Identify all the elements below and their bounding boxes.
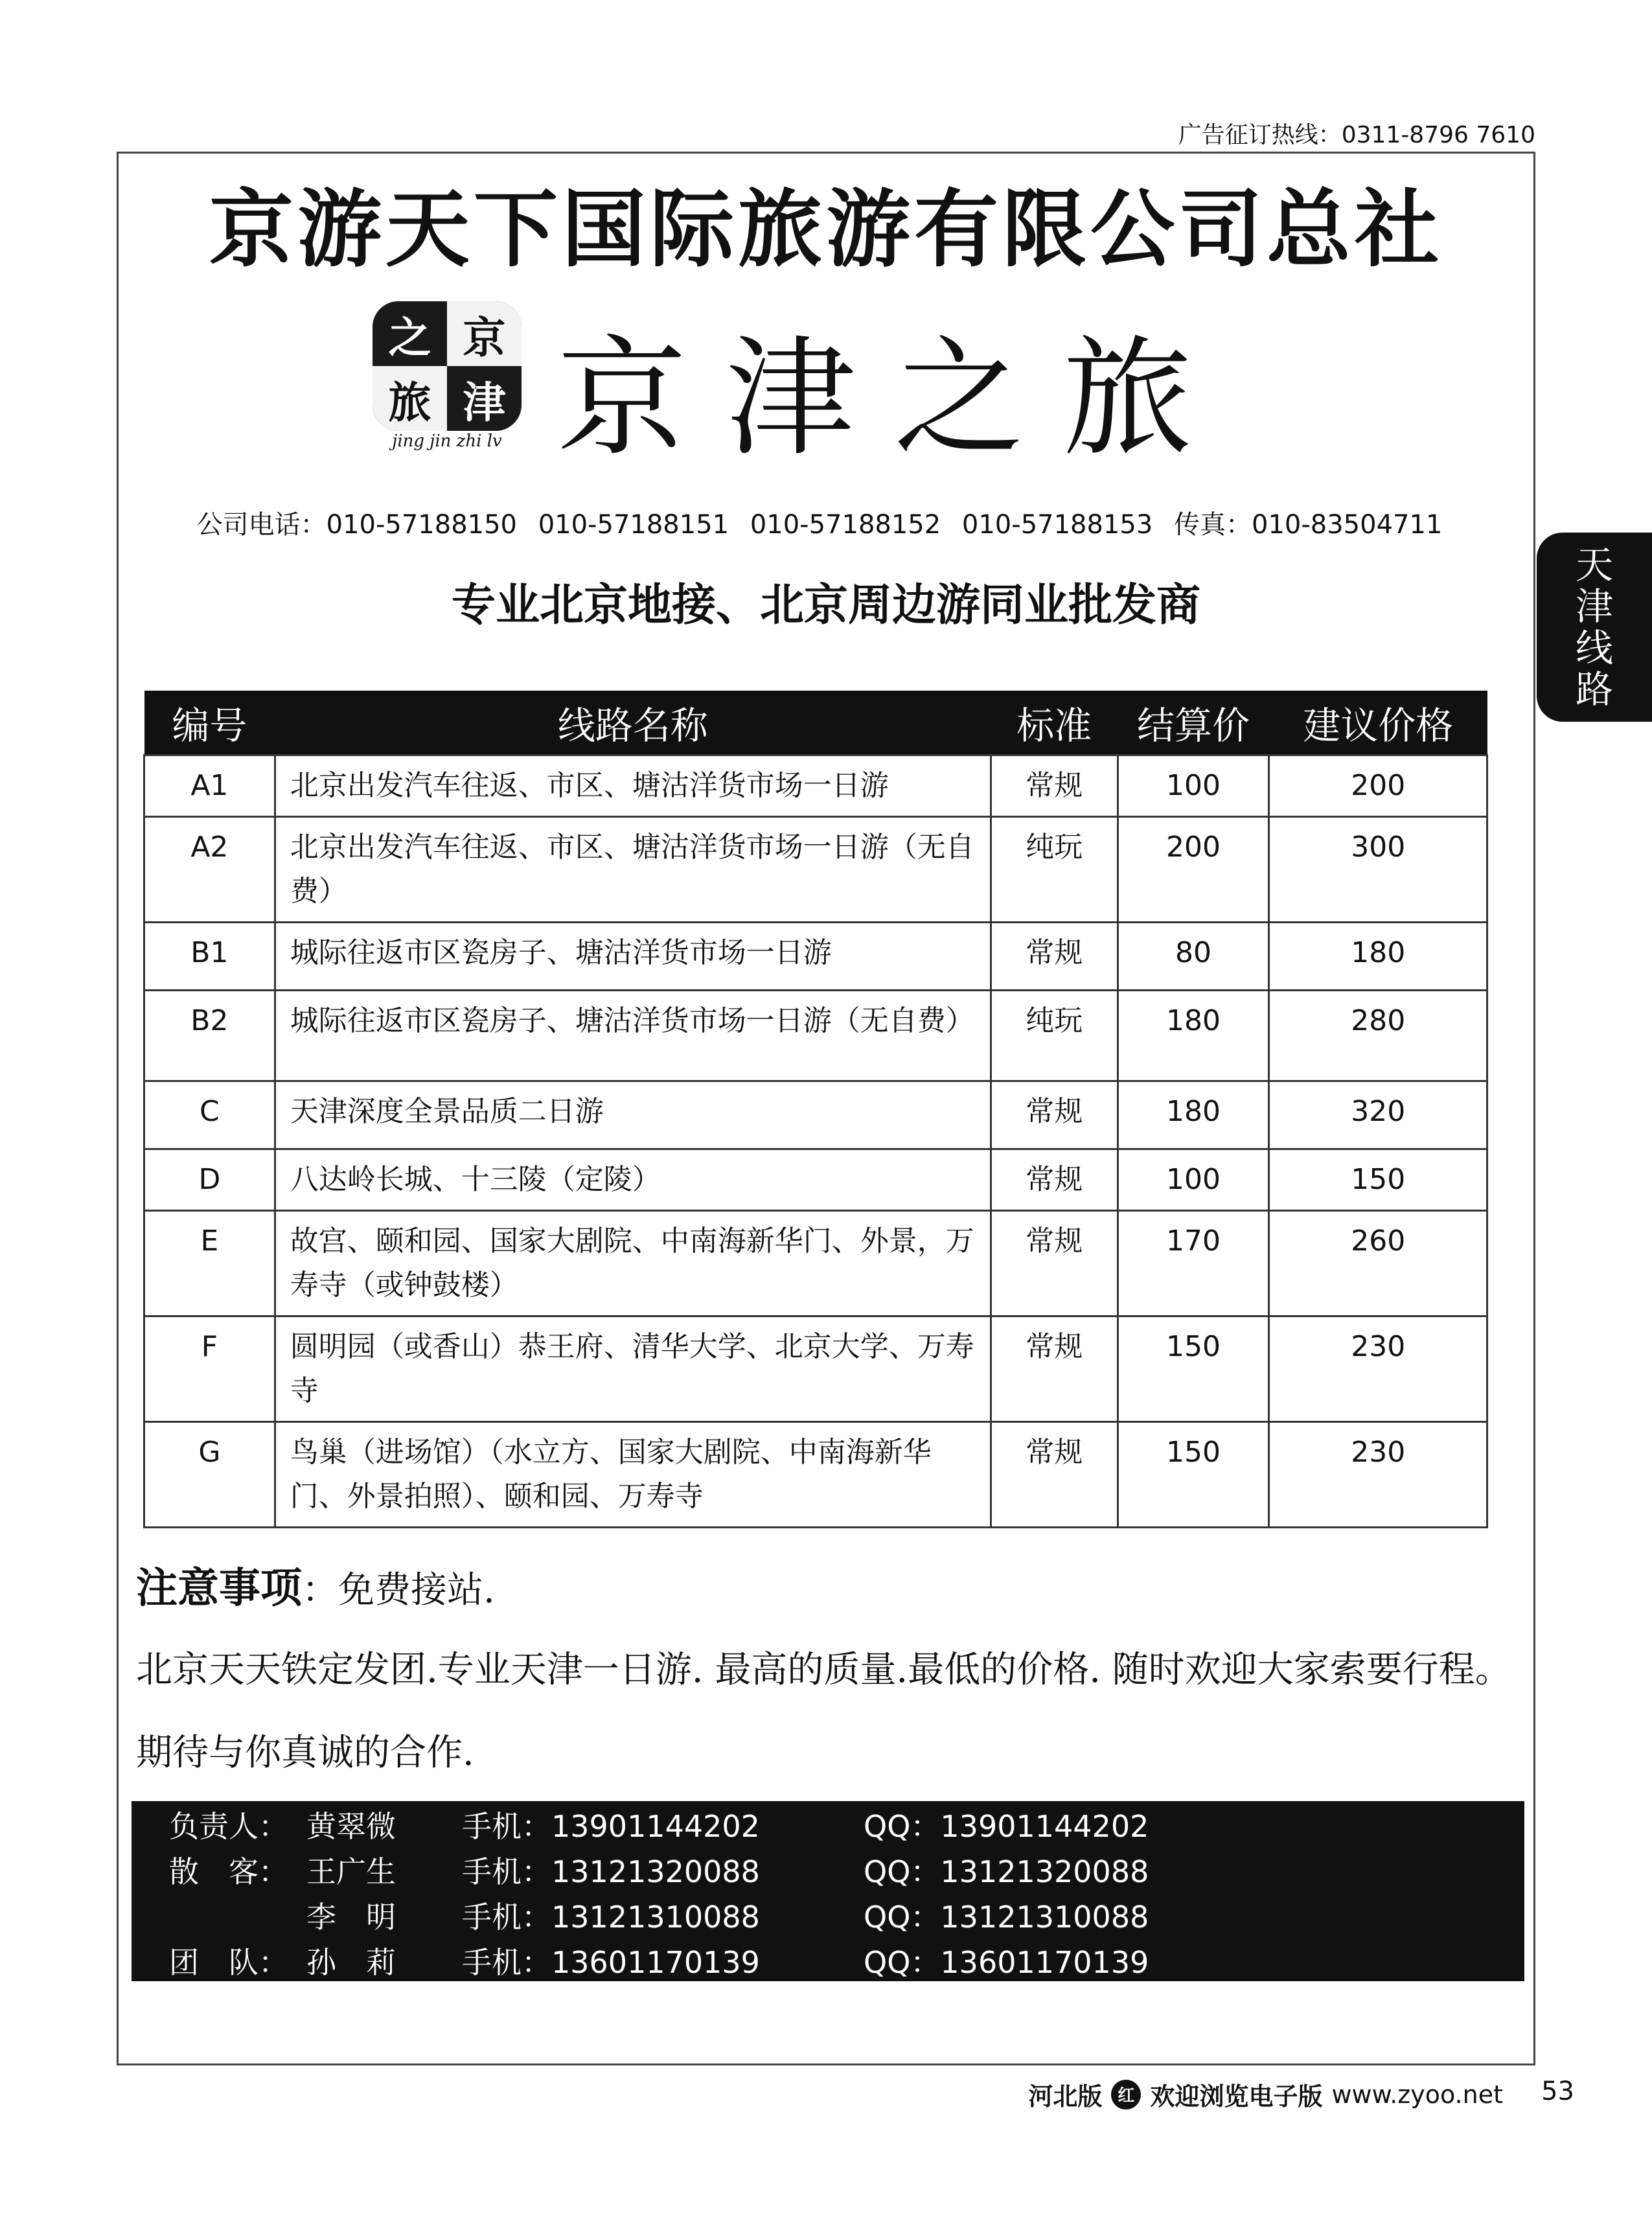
contact-name: 李 明 [306, 1900, 396, 1935]
route-name: 故宫、颐和园、国家大剧院、中南海新华门、外景，万寿寺（或钟鼓楼） [275, 1211, 991, 1316]
suggest-price: 320 [1269, 1081, 1487, 1149]
route-name: 圆明园（或香山）恭王府、清华大学、北京大学、万寿寺 [275, 1316, 991, 1422]
suggest-price: 200 [1269, 755, 1487, 817]
route-code: F [144, 1316, 275, 1422]
route-name: 城际往返市区瓷房子、塘沽洋货市场一日游（无自费） [275, 991, 991, 1081]
logo-pinyin: jing jin zhi lv [392, 431, 502, 451]
table-row [144, 923, 1487, 991]
contact-phone[interactable]: 手机：13121310088 [462, 1900, 760, 1935]
phone-number: 010-57188153 [961, 510, 1153, 540]
contact-row [132, 1940, 1524, 1985]
suggest-price: 230 [1269, 1316, 1487, 1422]
route-name: 八达岭长城、十三陵（定陵） [275, 1149, 991, 1211]
route-code: A1 [144, 755, 275, 817]
table-header-row [144, 691, 1487, 755]
route-standard: 常规 [991, 755, 1118, 817]
settle-price: 80 [1118, 923, 1269, 991]
contact-name: 黄翠微 [306, 1809, 396, 1844]
route-code: B1 [144, 923, 275, 991]
col-settle-price: 结算价 [1118, 691, 1269, 755]
contact-name: 孙 莉 [306, 1945, 396, 1980]
table-row [144, 1422, 1487, 1528]
col-code: 编号 [144, 691, 275, 755]
notes-title: 注意事项 [136, 1564, 302, 1613]
table-row [144, 817, 1487, 923]
welcome-text: 欢迎浏览电子版 [1150, 2082, 1323, 2111]
contact-phone[interactable]: 手机：13601170139 [462, 1945, 760, 1980]
company-name: 京游天下国际旅游有限公司总社 [209, 179, 1443, 279]
settle-price: 100 [1118, 755, 1269, 817]
route-code: E [144, 1211, 275, 1316]
brand-logo [373, 301, 522, 431]
notes-body: 北京天天铁定发团.专业天津一日游. 最高的质量.最低的价格. 随时欢迎大家索要行程。期待与你真诚的合作. [136, 1649, 1511, 1774]
table-row [144, 755, 1487, 817]
contact-role: 散 客： [169, 1854, 288, 1889]
route-standard: 常规 [991, 1149, 1118, 1211]
site-link[interactable]: www.zyoo.net [1331, 2080, 1503, 2109]
tagline: 专业北京地接、北京周边游同业批发商 [451, 580, 1200, 631]
settle-price: 180 [1118, 1081, 1269, 1149]
route-name: 城际往返市区瓷房子、塘沽洋货市场一日游 [275, 923, 991, 991]
section-tab[interactable]: 天津线路 [1537, 533, 1652, 722]
suggest-price: 280 [1269, 991, 1487, 1081]
settle-price: 100 [1118, 1149, 1269, 1211]
table-row [144, 1081, 1487, 1149]
table-row [144, 1211, 1487, 1316]
col-standard: 标准 [991, 691, 1118, 755]
route-name: 鸟巢（进场馆）（水立方、国家大剧院、中南海新华门、外景拍照）、颐和园、万寿寺 [275, 1422, 991, 1528]
settle-price: 150 [1118, 1422, 1269, 1528]
route-code: A2 [144, 817, 275, 923]
contacts-panel [132, 1801, 1524, 1981]
contact-qq[interactable]: QQ：13121320088 [864, 1854, 1149, 1889]
contact-role: 负责人： [169, 1809, 288, 1844]
settle-price: 170 [1118, 1211, 1269, 1316]
contact-role: 团 队： [169, 1945, 288, 1980]
route-standard: 常规 [991, 1211, 1118, 1316]
ad-hotline: 广告征订热线：0311-8796 7610 [1178, 122, 1535, 148]
route-code: G [144, 1422, 275, 1528]
company-phones [117, 504, 1535, 541]
phone-label: 公司电话：010-57188150 [196, 510, 517, 540]
logo-char: 津 [447, 366, 522, 431]
page-footer [1028, 2076, 1503, 2112]
phone-number: 010-57188151 [538, 510, 729, 540]
settle-price: 180 [1118, 991, 1269, 1081]
route-name: 北京出发汽车往返、市区、塘沽洋货市场一日游 [275, 755, 991, 817]
contact-row [132, 1804, 1524, 1849]
table-row [144, 1149, 1487, 1211]
page-number: 53 [1541, 2076, 1574, 2106]
logo-char: 之 [373, 301, 447, 366]
contact-row [132, 1849, 1524, 1894]
contact-qq[interactable]: QQ：13601170139 [864, 1945, 1149, 1980]
col-route-name: 线路名称 [275, 691, 991, 755]
route-standard: 纯玩 [991, 817, 1118, 923]
contact-row [132, 1894, 1524, 1940]
notes-section [136, 1555, 1535, 1795]
logo-char: 旅 [373, 366, 447, 431]
suggest-price: 180 [1269, 923, 1487, 991]
route-table [143, 691, 1488, 1528]
notes-free-pickup: ：免费接站. [302, 1569, 495, 1611]
settle-price: 200 [1118, 817, 1269, 923]
route-name: 天津深度全景品质二日游 [275, 1081, 991, 1149]
table-row [144, 991, 1487, 1081]
contact-phone[interactable]: 手机：13121320088 [462, 1854, 760, 1889]
contact-qq[interactable]: QQ：13121310088 [864, 1900, 1149, 1935]
contact-name: 王广生 [306, 1854, 396, 1889]
route-standard: 常规 [991, 1316, 1118, 1422]
col-suggest-price: 建议价格 [1269, 691, 1487, 755]
contact-phone[interactable]: 手机：13901144202 [462, 1809, 760, 1844]
route-code: B2 [144, 991, 275, 1081]
route-standard: 常规 [991, 1081, 1118, 1149]
route-code: D [144, 1149, 275, 1211]
phone-number: 010-57188152 [750, 510, 941, 540]
edition-label: 河北版 [1028, 2082, 1103, 2111]
route-title: 京津之旅 [557, 323, 1232, 474]
settle-price: 150 [1118, 1316, 1269, 1422]
suggest-price: 300 [1269, 817, 1487, 923]
suggest-price: 150 [1269, 1149, 1487, 1211]
route-standard: 常规 [991, 923, 1118, 991]
table-row [144, 1316, 1487, 1422]
contact-qq[interactable]: QQ：13901144202 [864, 1809, 1149, 1844]
route-standard: 纯玩 [991, 991, 1118, 1081]
fax-number: 传真：010-83504711 [1174, 510, 1443, 540]
suggest-price: 230 [1269, 1422, 1487, 1528]
route-name: 北京出发汽车往返、市区、塘沽洋货市场一日游（无自费） [275, 817, 991, 923]
logo-char: 京 [447, 301, 522, 366]
red-badge-icon: 红 [1111, 2080, 1141, 2110]
suggest-price: 260 [1269, 1211, 1487, 1316]
route-code: C [144, 1081, 275, 1149]
route-standard: 常规 [991, 1422, 1118, 1528]
